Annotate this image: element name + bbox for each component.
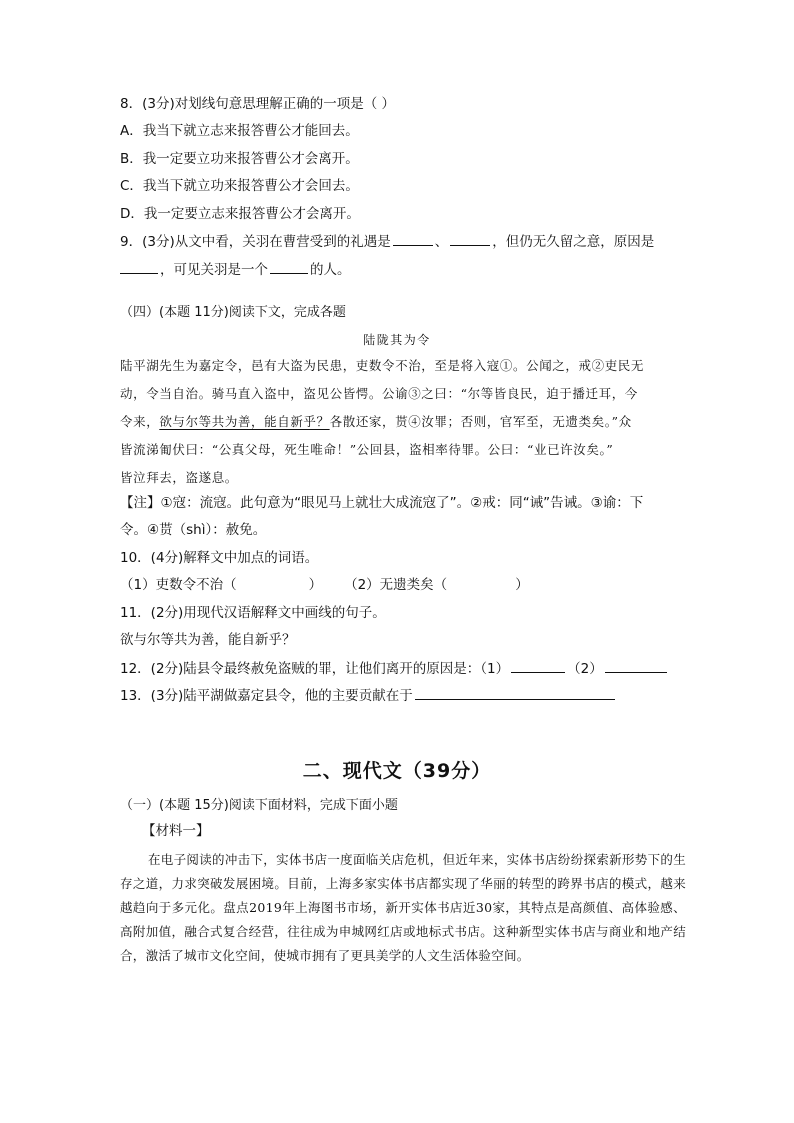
passage-line-3: [120, 412, 686, 430]
section4-header: （四）(本题 11分)阅读下文，完成各题: [120, 305, 346, 320]
q9-blank-3[interactable]: [120, 260, 158, 274]
q11-sentence: 欲与尔等共为善，能自新乎？: [120, 632, 296, 648]
q9-blank-1[interactable]: [393, 232, 433, 246]
q9-blank-4[interactable]: [270, 260, 308, 274]
q12-stem: 12．(2分)陆县令最终赦免盗贼的罪，让他们离开的原因是：（1）: [120, 661, 510, 677]
q9-blank-2[interactable]: [450, 232, 490, 246]
q9-sep: 、: [434, 234, 449, 250]
passage-line-2: 动，令当自治。骑马直入盗中，盗见公皆愕。公谕③之曰：“尔等皆良民，迫于播迁耳，今: [120, 386, 638, 401]
q10-item-1: （1）吏数令不治（: [120, 577, 237, 593]
q10-close-2: ）: [515, 577, 529, 593]
passage-line-4: 皆流涕匍伏曰：“公真父母，死生唯命！”公回县，盗相率待罪。公曰：“业已许汝矣。”: [120, 442, 614, 457]
q9-part1: 9．(3分)从文中看，关羽在曹营受到的礼遇是: [120, 234, 391, 250]
q9-line1: [120, 232, 654, 251]
q12-line: [120, 659, 669, 678]
material-text: 在电子阅读的冲击下，实体书店一度面临关店危机，但近年来，实体书店纷纷探索新形势下的生存之道，力求突破发展困境。目前，上海多家实体书店都实现了华丽的转型的跨界书店的模式，越来越趋向于多元化。盘点2019年上海图书市场，新开实体书店近30家，其特点是高颜值、高体验感、高附加值，融合式复合经营，往往成为申城网红店或地标式书店。这种新型实体书店与商业和地产结合，激活了城市文化空间，使城市拥有了更具美学的人文生活体验空间。: [120, 852, 686, 963]
q10-stem: 10．(4分)解释文中加点的词语。: [120, 550, 319, 566]
q12-blank-1[interactable]: [511, 659, 565, 673]
part2-heading: 二、现代文（39分）: [302, 760, 492, 782]
q13-stem: 13．(3分)陆平湖做嘉定县令，他的主要贡献在于: [120, 688, 413, 704]
q9-part3: ，可见关羽是一个: [160, 262, 268, 278]
passage-line-3a: 令来，: [120, 414, 160, 429]
q13-line: [120, 686, 617, 705]
q12-mid: （2）: [567, 661, 603, 677]
underlined-sentence: 欲与尔等共为善，能自新乎？: [159, 414, 330, 429]
q10-items: [120, 576, 529, 594]
note-line-1: 【注】①寇：流寇。此句意为“眼见马上就壮大成流寇了”。②戒：同“诫”告诫。③谕：下: [120, 495, 644, 511]
passage-line-5: 皆泣拜去，盗遂息。: [120, 470, 238, 485]
q8-option-b: B．我一定要立功来报答曹公才会离开。: [120, 151, 359, 167]
q9-line2: [120, 260, 351, 279]
passage-line-3b: 各散还家，贳④汝罪；否则，官军至，无遗类矣。”众: [329, 414, 632, 429]
q8-option-c: C．我当下就立功来报答曹公才会回去。: [120, 178, 359, 194]
q13-blank[interactable]: [415, 686, 615, 700]
q10-item-2: （2）无遗类矣（: [344, 577, 448, 593]
q9-part2: ，但仍无久留之意，原因是: [492, 234, 655, 250]
q8-option-d: D．我一定要立志来报答曹公才会离开。: [120, 206, 360, 222]
q12-blank-2[interactable]: [605, 659, 667, 673]
passage-line-1: 陆平湖先生为嘉定令，邑有大盗为民患，吏数令不治，至是将入寇①。公闻之，戒②吏民无: [120, 358, 645, 373]
q8-stem: 8．(3分)对划线句意思理解正确的一项是（ ）: [120, 96, 396, 112]
q10-close-1: ）: [308, 577, 323, 593]
material-label: 【材料一】: [142, 823, 210, 839]
passage-title: 陆陇其为令: [363, 333, 431, 347]
q9-part4: 的人。: [310, 262, 351, 278]
q11-stem: 11．(2分)用现代汉语解释文中画线的句子。: [120, 605, 386, 621]
q8-option-a: A．我当下就立志来报答曹公才能回去。: [120, 123, 359, 139]
material-paragraph: [120, 848, 686, 968]
note-line-2: 令。④贳（shì）：赦免。: [120, 522, 267, 538]
part2-subheader: （一）(本题 15分)阅读下面材料，完成下面小题: [120, 798, 398, 813]
